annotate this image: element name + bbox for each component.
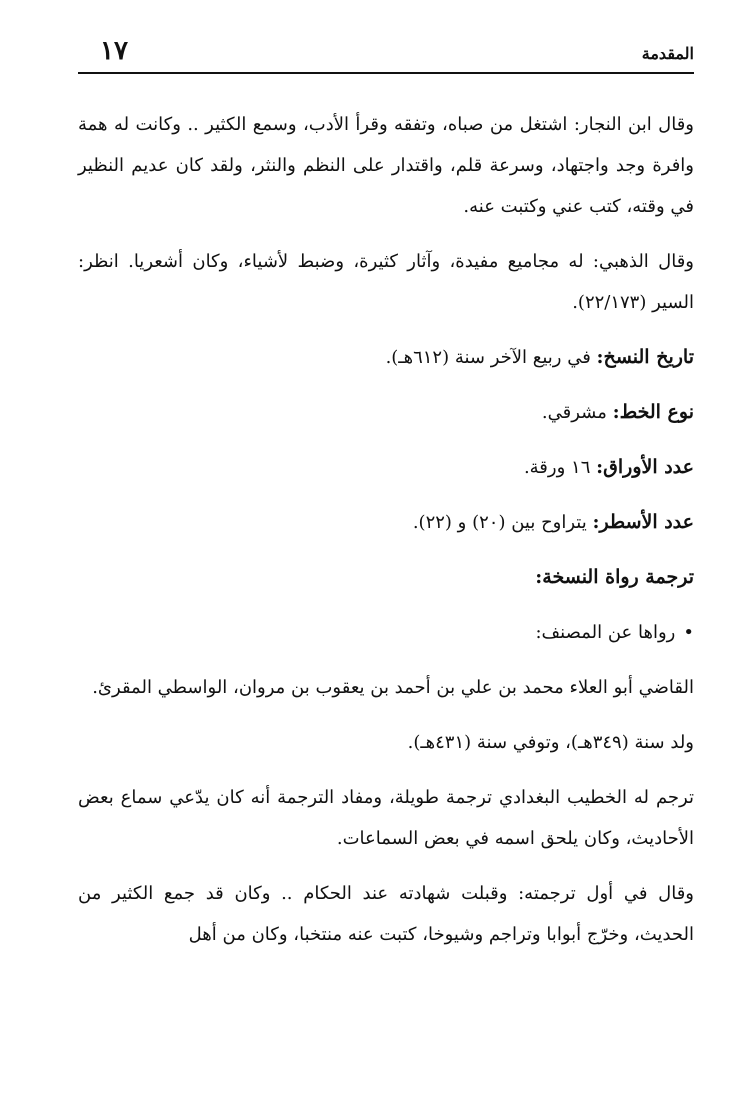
paragraph-khatib: ترجم له الخطيب البغدادي ترجمة طويلة، ومفاد الترجمة أنه كان يدّعي سماع بعض الأحاديث، وكان يلحق اسمه في بعض السماعات. (78, 787, 694, 849)
paragraph-birth: ولد سنة (٣٤٩هـ)، وتوفي سنة (٤٣١هـ). (407, 732, 694, 753)
folios-value: ١٦ ورقة. (523, 457, 597, 478)
script-type-value: مشرقي. (541, 402, 613, 423)
bullet-text: رواها عن المصنف: (535, 622, 676, 643)
paragraph-dhahabi: وقال الذهبي: له مجاميع مفيدة، وآثار كثيرة، وضبط لأشياء، وكان أشعريا. انظر: السير (٢٢/١٧٣). (78, 251, 694, 313)
copy-date-value: في ربيع الآخر سنة (٦١٢هـ). (385, 347, 597, 368)
script-type-label: نوع الخط: (612, 401, 694, 423)
lines-count-label: عدد الأسطر: (592, 511, 694, 533)
section-heading: ترجمة رواة النسخة: (535, 566, 694, 588)
script-type-line (78, 392, 694, 433)
running-title: المقدمة (641, 44, 694, 63)
copy-date-label: تاريخ النسخ: (596, 346, 694, 368)
lines-count-line (78, 502, 694, 543)
page-number: ١٧ (100, 36, 128, 66)
copy-date-line (78, 337, 694, 378)
bullet-symbol: • (683, 622, 694, 643)
bullet-item (78, 612, 694, 653)
paragraph-first-bio: وقال في أول ترجمته: وقبلت شهادته عند الحكام .. وكان قد جمع الكثير من الحديث، وخرّج أبوابا وتراجم وشيوخا، كتبت عنه منتخبا، وكان من أهل (78, 883, 694, 945)
paragraph-qadi: القاضي أبو العلاء محمد بن علي بن أحمد بن يعقوب بن مروان، الواسطي المقرئ. (92, 677, 694, 698)
page-body (78, 104, 694, 955)
paragraph-ibn-najjar: وقال ابن النجار: اشتغل من صباه، وتفقه وقرأ الأدب، وسمع الكثير .. وكانت له همة وافرة وجد واجتهاد، وسرعة قلم، واقتدار على النظم والنثر، ولقد كان عديم النظير في وقته، كتب عني وكتبت عنه. (78, 114, 694, 217)
header-divider (78, 72, 694, 74)
folios-label: عدد الأوراق: (596, 456, 694, 478)
page-header (78, 38, 694, 74)
folios-line (78, 447, 694, 488)
lines-count-value: يتراوح بين (٢٠) و (٢٢). (412, 512, 593, 533)
